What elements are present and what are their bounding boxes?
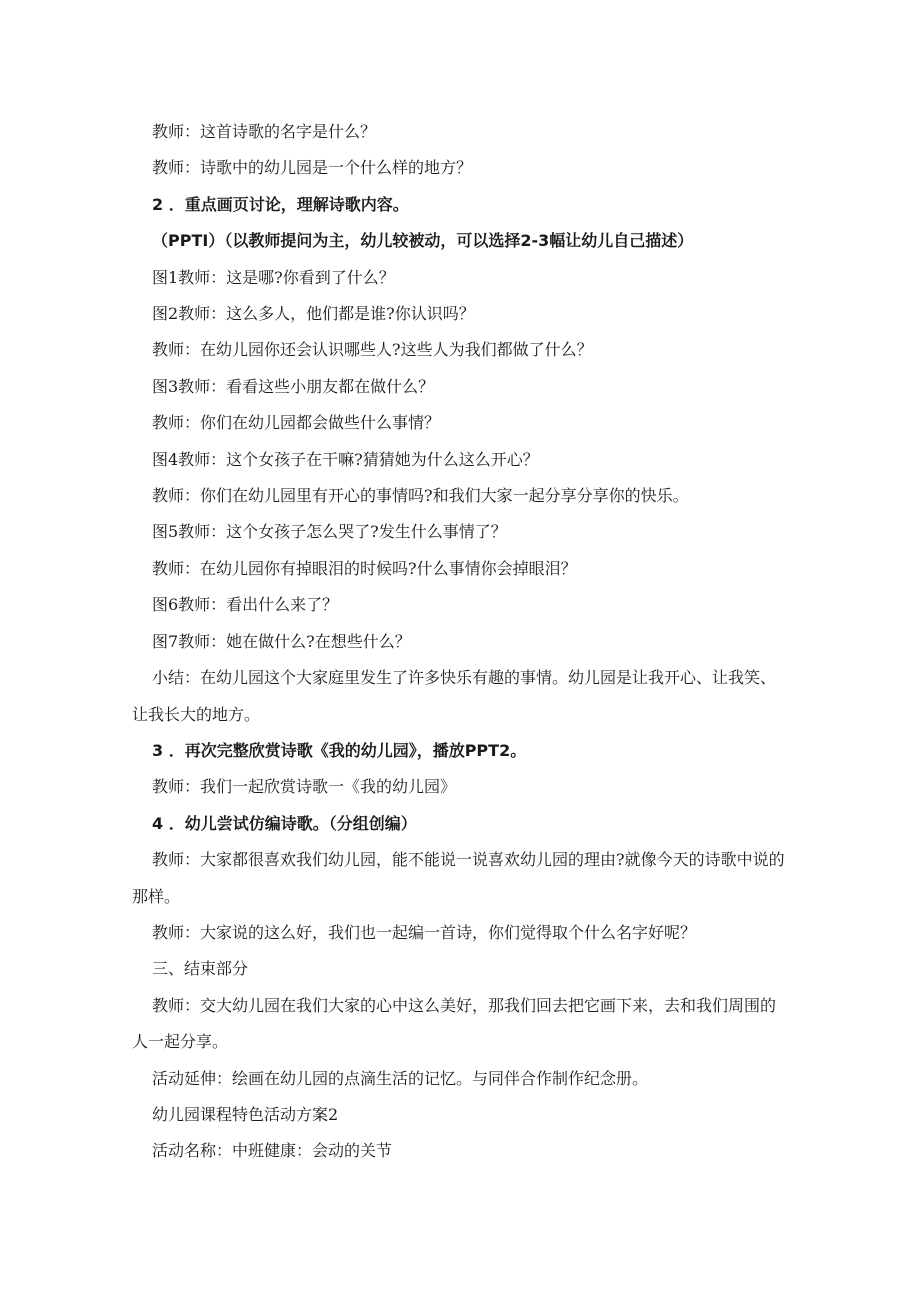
- paragraph-ppt1-note: （PPTI）（以教师提问为主，幼儿较被动，可以选择2-3幅让幼儿自己描述）: [152, 231, 694, 251]
- paragraph-18: 教师：我们一起欣赏诗歌一《我的幼儿园》: [152, 777, 457, 797]
- section-heading-4: 4 ．幼儿尝试仿编诗歌。（分组创编）: [152, 813, 417, 833]
- paragraph-21: 教师：大家说的这么好，我们也一起编一首诗，你们觉得取个什么名字好呢？: [152, 922, 697, 942]
- paragraph-20: 教师：大家都很喜欢我们幼儿园，能不能说一说喜欢幼儿园的理由?就像今天的诗歌中说的那样。: [132, 850, 785, 906]
- document-body: [132, 114, 788, 1170]
- paragraph-11: 教师：你们在幼儿园里有开心的事情吗?和我们大家一起分享分享你的快乐。: [152, 486, 689, 506]
- paragraph-13: 教师：在幼儿园你有掉眼泪的时候吗?什么事情你会掉眼泪？: [152, 558, 577, 578]
- paragraph-9: 教师：你们在幼儿园都会做些什么事情？: [152, 413, 441, 433]
- activity-name: 活动名称：中班健康：会动的关节: [152, 1141, 393, 1161]
- paragraph-2: 教师：诗歌中的幼儿园是一个什么样的地方？: [152, 158, 473, 178]
- paragraph-6: 图2教师：这么多人，他们都是谁?你认识吗？: [152, 304, 475, 324]
- paragraph-7: 教师：在幼儿园你还会认识哪些人?这些人为我们都做了什么？: [152, 340, 593, 360]
- paragraph-12: 图5教师：这个女孩子怎么哭了?发生什么事情了？: [152, 522, 507, 542]
- section-heading-2: 2 ．重点画页讨论，理解诗歌内容。: [152, 194, 409, 214]
- paragraph-extension: 活动延伸：绘画在幼儿园的点滴生活的记忆。与同伴合作制作纪念册。: [152, 1068, 649, 1088]
- plan-title: 幼儿园课程特色活动方案2: [152, 1104, 339, 1124]
- paragraph-15: 图7教师：她在做什么?在想些什么？: [152, 631, 411, 651]
- section-heading-ending: 三、结束部分: [152, 959, 249, 979]
- paragraph-14: 图6教师：看出什么来了？: [152, 595, 339, 615]
- paragraph-8: 图3教师：看看这些小朋友都在做什么？: [152, 376, 435, 396]
- paragraph-1: 教师：这首诗歌的名字是什么？: [152, 122, 377, 141]
- paragraph-23: 教师：交大幼儿园在我们大家的心中这么美好，那我们回去把它画下来，去和我们周围的人一起分享。: [132, 995, 777, 1052]
- paragraph-5: 图1教师：这是哪?你看到了什么？: [152, 267, 395, 287]
- paragraph-10: 图4教师：这个女孩子在干嘛?猜猜她为什么这么开心？: [152, 449, 539, 469]
- section-heading-3: 3 ．再次完整欣赏诗歌《我的幼儿园》，播放PPT2。: [152, 740, 527, 760]
- paragraph-summary: 小结：在幼儿园这个大家庭里发生了许多快乐有趣的事情。幼儿园是让我开心、让我笑、让我长大的地方。: [132, 668, 777, 724]
